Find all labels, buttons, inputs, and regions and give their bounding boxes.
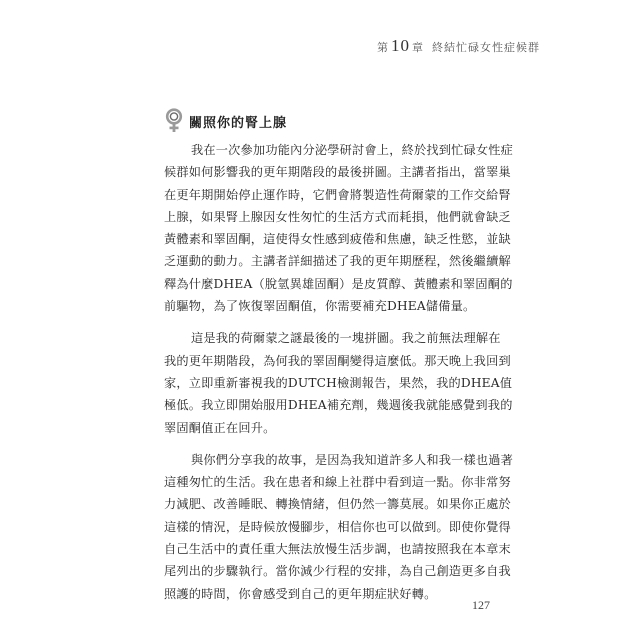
paragraph-1 — [164, 139, 514, 317]
page-number: 127 — [472, 598, 490, 612]
text-line: 在更年期開始停止運作時，它們會將製造性荷爾蒙的工作交給腎 — [164, 187, 511, 202]
text-line: 這是我的荷爾蒙之謎最後的一塊拼圖。我之前無法理解在 — [191, 331, 501, 346]
text-line: 家，立即重新審視我的DUTCH檢測報告，果然，我的DHEA值 — [164, 375, 513, 390]
text-line: 乏運動的動力。主講者詳細描述了我的更年期歷程，然後繼續解 — [164, 254, 511, 269]
running-header — [377, 36, 540, 56]
text-line: 這樣的情況，是時候放慢腳步，相信你也可以做到。即使你覺得 — [164, 519, 511, 534]
chapter-prefix: 第 — [377, 41, 389, 54]
text-line: 力減肥、改善睡眠、轉換情緒，但仍然一籌莫展。如果你正處於 — [164, 497, 511, 512]
text-line: 與你們分享我的故事，是因為我知道許多人和我一樣也過著 — [191, 452, 514, 467]
text-line: 尾列出的步驟執行。當你減少行程的安排，為自己創造更多自我 — [164, 564, 511, 579]
body-text — [164, 139, 514, 615]
section-title: 關照你的腎上腺 — [189, 115, 288, 131]
text-line: 候群如何影響我的更年期階段的最後拼圖。主講者指出，當睪巢 — [164, 165, 511, 180]
text-line: 自己生活中的責任重大無法放慢生活步調，也請按照我在本章末 — [164, 542, 511, 557]
paragraph-2 — [164, 327, 513, 438]
text-line: 前驅物，為了恢復睪固酮值，你需要補充DHEA儲備量。 — [164, 299, 476, 314]
text-line: 上腺，如果腎上腺因女性匆忙的生活方式而耗損，他們就會缺乏 — [164, 209, 511, 224]
text-line: 這種匆忙的生活。我在患者和線上社群中看到這一點。你非常努 — [164, 475, 511, 490]
text-line: 睪固酮值正在回升。 — [164, 420, 276, 435]
text-line: 我的更年期階段，為何我的睪固酮變得這麼低。那天晚上我回到 — [164, 353, 511, 368]
female-symbol-icon — [165, 108, 185, 134]
section-heading — [165, 108, 287, 134]
text-line: 黃體素和睪固酮，這使得女性感到疲倦和焦慮，缺乏性慾，並缺 — [164, 232, 511, 247]
text-line: 釋為什麼DHEA（脫氫異雄固酮）是皮質醇、黃體素和睪固酮的 — [164, 276, 513, 291]
text-line: 我在一次參加功能內分泌學研討會上，終於找到忙碌女性症 — [191, 143, 514, 157]
chapter-suffix: 章 — [412, 41, 424, 54]
chapter-number: 10 — [391, 36, 410, 55]
text-line: 極低。我立即開始服用DHEA補充劑，幾週後我就能感覺到我的 — [164, 398, 513, 413]
text-line: 照護的時間，你會感受到自己的更年期症狀好轉。 — [164, 586, 437, 601]
chapter-title: 終結忙碌女性症候群 — [432, 41, 540, 54]
